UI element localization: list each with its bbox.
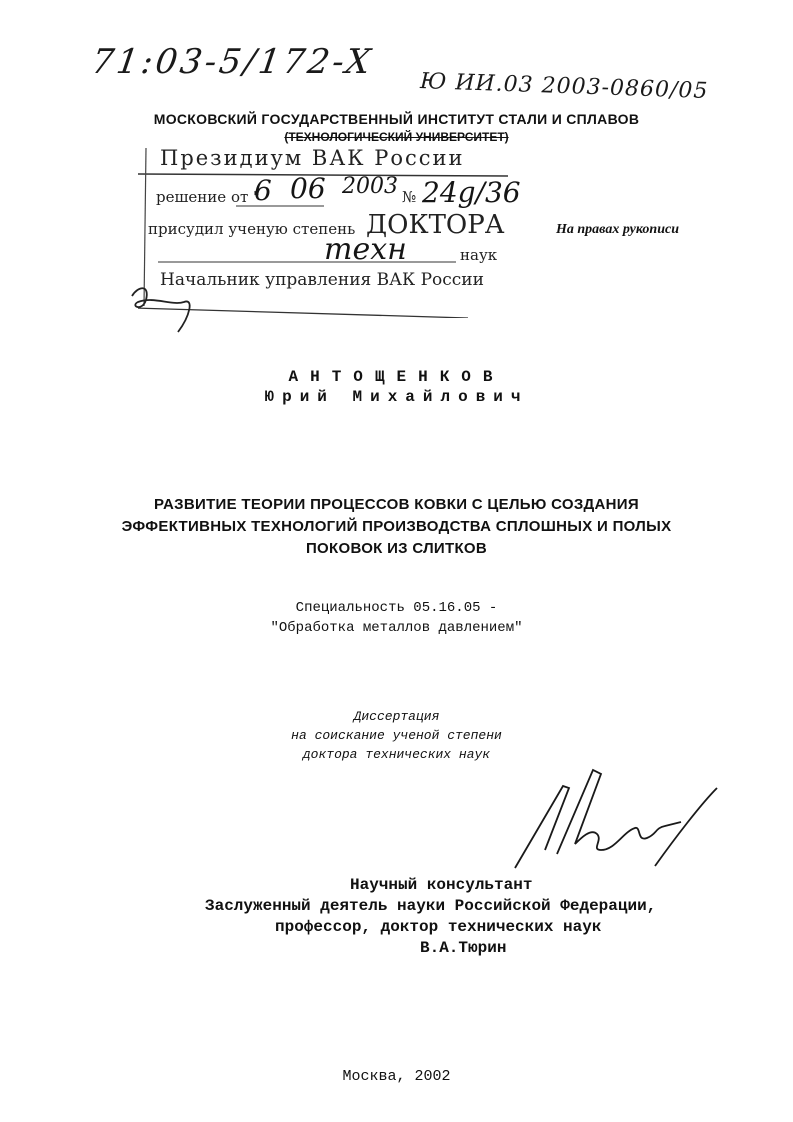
institute-subtitle: (ТЕХНОЛОГИЧЕСКИЙ УНИВЕРСИТЕТ) [284,130,509,144]
stamp-date-month: 06 [290,172,326,205]
stamp-field-suffix: наук [460,246,498,264]
advisor-degree: профессор, доктор технических наук [275,918,602,936]
institute-name: МОСКОВСКИЙ ГОСУДАРСТВЕННЫЙ ИНСТИТУТ СТАЛИ И СПЛАВОВ [153,111,640,127]
dissertation-title-line: РАЗВИТИЕ ТЕОРИИ ПРОЦЕССОВ КОВКИ С ЦЕЛЬЮ СОЗДАНИЯ [154,496,639,513]
advisor-label: Научный консультант [350,876,533,894]
advisor-honorific: Заслуженный деятель науки Российской Федерации, [205,897,657,915]
manuscript-rights-note: На правах рукописи [556,222,679,237]
archive-code-secondary-handwritten: Ю ИИ.03 2003-0860/05 [419,68,709,105]
dissertation-degree-line: доктора технических наук [302,747,491,762]
vak-approval-stamp [138,146,521,318]
stamp-field-value: техн [324,232,407,267]
stamp-degree-label: присудил ученую степень [148,220,356,238]
dissertation-title-line: ПОКОВОК ИЗ СЛИТКОВ [305,540,488,557]
dissertation-title-line: ЭФФЕКТИВНЫХ ТЕХНОЛОГИЙ ПРОИЗВОДСТВА СПЛОШНЫХ И ПОЛЫХ [121,518,672,535]
stamp-title: Президиум ВАК России [160,146,465,170]
author-name: Юрий Михайлович [264,388,529,406]
author-surname: АНТОЩЕНКОВ [288,368,505,386]
archive-code-handwritten: 71:03-5/172-X [89,42,376,82]
stamp-degree-value: ДОКТОРА [366,210,505,240]
stamp-date-day: 6 [254,174,272,207]
advisor-name: В.А.Тюрин [420,939,507,957]
specialty-code: Специальность 05.16.05 - [295,600,498,616]
stamp-date-year: 2003 [342,174,398,199]
stamp-signature [124,276,244,336]
stamp-number-value: 24g/36 [422,176,521,209]
dissertation-degree-line: на соискание ученой степени [291,728,502,743]
specialty-name: "Обработка металлов давлением" [270,620,523,636]
author-signature [505,758,725,878]
stamp-number-label: № [402,188,417,206]
dissertation-type: Диссертация [353,709,440,724]
stamp-chief-signatory: Начальник управления ВАК России [160,270,484,290]
stamp-date-label: решение от " [156,188,260,206]
city-year: Москва, 2002 [342,1068,451,1085]
